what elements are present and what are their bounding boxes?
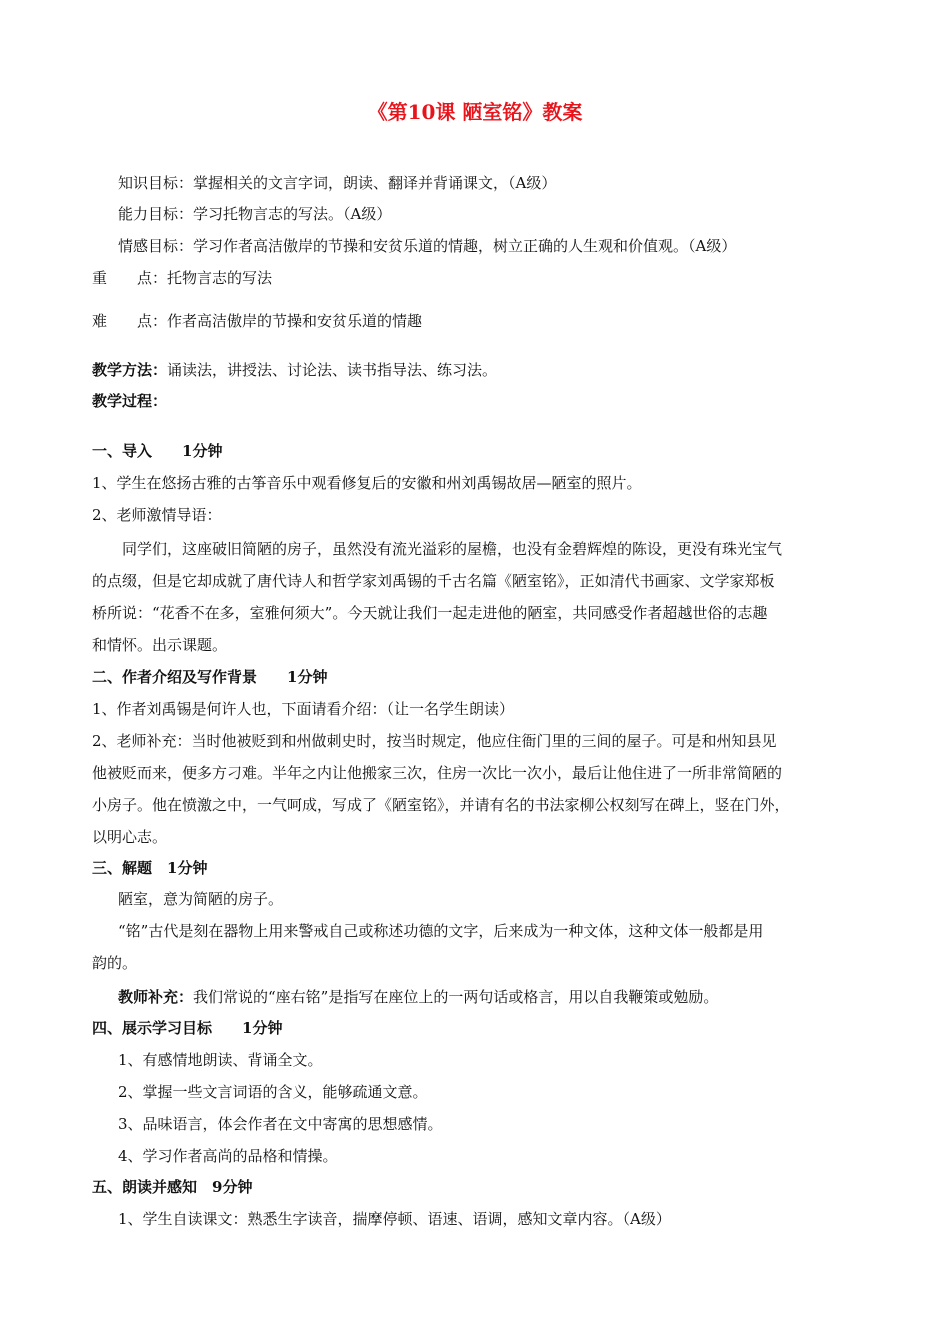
teaching-process-label: 教学过程：	[92, 392, 168, 410]
key-point-label: 重 点：	[92, 269, 168, 287]
emotion-goal: 情感目标：学习作者高洁傲岸的节操和安贫乐道的情趣，树立正确的人生观和价值观。（A级）	[118, 237, 737, 255]
section-2-body-line: 2、老师补充：当时他被贬到和州做刺史时，按当时规定，他应住衙门里的三间的屋子。可是和州知县见	[92, 732, 777, 750]
section-2-body-line: 他被贬而来，便多方刁难。半年之内让他搬家三次，住房一次比一次小，最后让他住进了一所非常简陋的	[92, 764, 783, 782]
section-2-body-line: 小房子。他在愤激之中，一气呵成，写成了《陋室铭》，并请有名的书法家柳公权刻写在碑上，竖在门外，	[92, 796, 790, 814]
section-1-body-line: 和情怀。出示课题。	[92, 636, 228, 654]
difficult-point	[92, 311, 422, 331]
teacher-note-label: 教师补充：	[118, 988, 194, 1006]
section-3-paragraph: 陋室，意为简陋的房子。	[118, 890, 284, 908]
ability-goal: 能力目标：学习托物言志的写法。（A级）	[118, 205, 392, 223]
section-3-body-line: 韵的。	[92, 954, 138, 972]
section-2-heading: 二、作者介绍及写作背景 1分钟	[92, 668, 328, 686]
learning-goal-item: 4、学习作者高尚的品格和情操。	[118, 1147, 338, 1165]
key-point-text: 托物言志的写法	[167, 269, 273, 287]
difficult-point-text: 作者高洁傲岸的节操和安贫乐道的情趣	[167, 312, 423, 330]
learning-goal-item: 2、掌握一些文言词语的含义，能够疏通文意。	[118, 1083, 428, 1101]
section-3-heading: 三、解题 1分钟	[92, 859, 208, 877]
section-1-paragraph: 1、学生在悠扬古雅的古筝音乐中观看修复后的安徽和州刘禹锡故居—陋室的照片。	[92, 474, 642, 492]
knowledge-goal: 知识目标：掌握相关的文言字词，朗读、翻译并背诵课文，（A级）	[118, 174, 557, 192]
teaching-method-label: 教学方法：	[92, 361, 168, 379]
key-point	[92, 268, 272, 288]
section-3-body-line: “铭”古代是刻在器物上用来警戒自己或称述功德的文字，后来成为一种文体，这种文体一般都是用	[118, 922, 764, 940]
section-1-heading: 一、导入 1分钟	[92, 442, 223, 460]
learning-goal-item: 1、有感情地朗读、背诵全文。	[118, 1051, 323, 1069]
teaching-method-text: 诵读法，讲授法、讨论法、读书指导法、练习法。	[167, 361, 498, 379]
section-2-body-line: 以明心志。	[92, 828, 168, 846]
section-2-paragraph: 1、作者刘禹锡是何许人也，下面请看介绍：（让一名学生朗读）	[92, 700, 515, 718]
section-1-body-line: 同学们，这座破旧简陋的房子，虽然没有流光溢彩的屋檐，也没有金碧辉煌的陈设，更没有珠光宝气	[122, 540, 783, 558]
teacher-note	[118, 987, 718, 1007]
section-1-paragraph: 2、老师激情导语：	[92, 506, 222, 524]
teacher-note-text: 我们常说的“座右铭”是指写在座位上的一两句话或格言，用以自我鞭策或勉励。	[193, 988, 719, 1006]
section-4-heading: 四、展示学习目标 1分钟	[92, 1019, 283, 1037]
section-1-body-line: 桥所说：“花香不在多，室雅何须大”。今天就让我们一起走进他的陋室，共同感受作者超越世俗的志趣	[92, 604, 768, 622]
difficult-point-label: 难 点：	[92, 312, 168, 330]
learning-goal-item: 3、品味语言，体会作者在文中寄寓的思想感情。	[118, 1115, 443, 1133]
section-1-body-line: 的点缀，但是它却成就了唐代诗人和哲学家刘禹锡的千古名篇《陋室铭》，正如清代书画家、文学家郑板	[92, 572, 775, 590]
teaching-method	[92, 360, 497, 380]
section-5-paragraph: 1、学生自读课文：熟悉生字读音，揣摩停顿、语速、语调，感知文章内容。（A级）	[118, 1210, 671, 1228]
document-title: 《第10课 陋室铭》教案	[367, 100, 583, 124]
section-5-heading: 五、朗读并感知 9分钟	[92, 1178, 253, 1196]
